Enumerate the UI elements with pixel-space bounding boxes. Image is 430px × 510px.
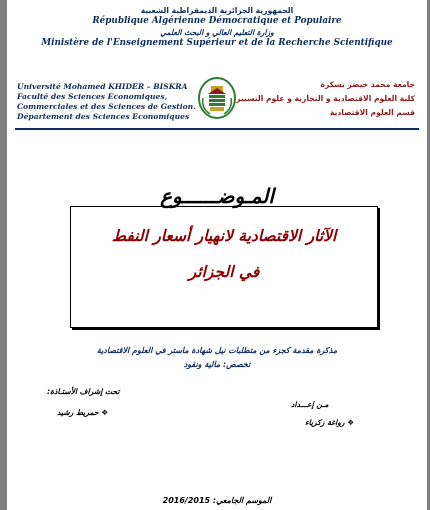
faculty-fr-line1: Faculté des Sciences Economiques, — [17, 92, 168, 101]
department-fr: Département des Sciences Economiques — [17, 112, 190, 121]
title-box — [70, 206, 378, 328]
faculty-ar: كلية العلوم الاقتصادية و التجارية و علوم التسيير — [236, 94, 415, 103]
subject-heading: المـوضــــــوع — [160, 184, 274, 208]
republic-french: République Algérienne Démocratique et Populaire — [92, 16, 342, 26]
student-name: رواغة زكرياء — [305, 418, 345, 427]
thesis-title-line1: الآثار الاقتصادية لانهيار أسعار النفط — [111, 227, 337, 245]
supervisor-label: تحت إشراف الأستـاذة: — [47, 387, 120, 396]
prepared-by-label: مـن إعـــداد — [291, 400, 329, 409]
department-ar: قسم العلوم الاقتصادية — [329, 108, 415, 117]
university-name-fr: Université Mohamed KHIDER – BISKRA — [17, 82, 188, 91]
university-logo — [197, 76, 237, 120]
ministry-arabic: وزارة التعليم العالي و البحث العلمي — [160, 28, 274, 37]
header-divider — [15, 128, 419, 130]
supervisor-name-row — [57, 408, 108, 417]
thesis-title-line2: في الجزائر — [188, 263, 260, 281]
supervisor-name: حمريط رشيد — [57, 408, 99, 417]
republic-arabic: الجمهورية الجزائرية الديمقراطية الشعبية — [140, 6, 294, 15]
student-name-row — [305, 418, 354, 427]
academic-year: الموسم الجامعي: 2016/2015 — [162, 496, 272, 505]
university-name-ar: جامعة محمد خيضر بسكرة — [320, 80, 415, 89]
university-logo-icon — [197, 76, 237, 120]
memo-line1: مذكرة مقدمة كجزء من متطلبات نيل شهادة ماستر في العلوم الاقتصادية — [96, 346, 338, 355]
bullet-icon: ❖ — [101, 408, 109, 417]
document-page — [7, 0, 427, 510]
bullet-icon: ❖ — [347, 418, 355, 427]
ministry-french: Ministère de l'Enseignement Supérieur et de la Recherche Scientifique — [41, 38, 393, 48]
faculty-fr-line2: Commerciales et des Sciences de Gestion. — [17, 102, 196, 111]
memo-specialty: تخصص: مالية ونقود — [183, 360, 251, 369]
